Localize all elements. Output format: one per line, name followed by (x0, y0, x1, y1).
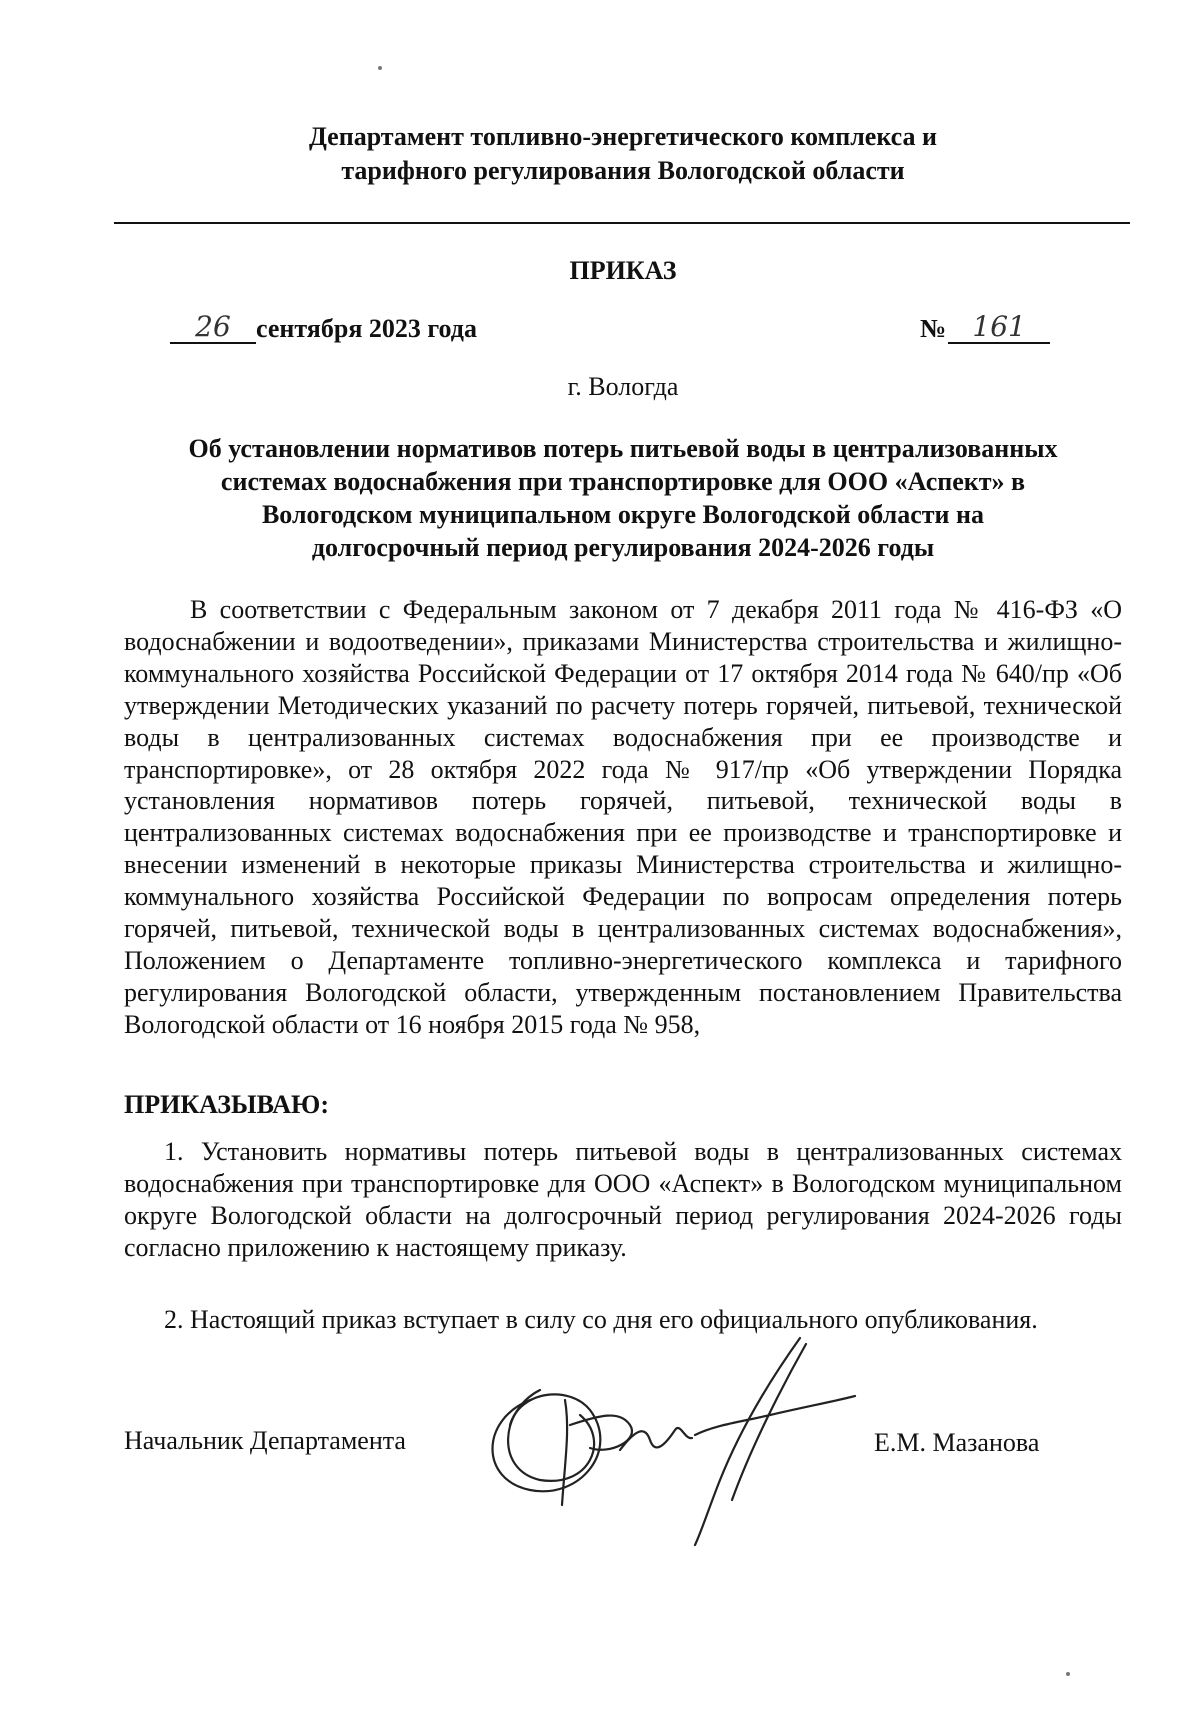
date-month-year: сентября 2023 года (256, 314, 477, 343)
subject-line-1: Об установлении нормативов потерь питьевой воды в централизованных (188, 434, 1058, 463)
document-subject (130, 432, 1116, 564)
document-date (170, 312, 477, 344)
document-number (920, 312, 1050, 344)
issuer-line-2: тарифного регулирования Вологодской области (341, 156, 905, 185)
document-type: ПРИКАЗ (569, 256, 677, 285)
scan-speck (378, 66, 382, 70)
directive-heading: ПРИКАЗЫВАЮ: (124, 1090, 329, 1119)
signer-name: Е.М. Мазанова (874, 1428, 1040, 1457)
subject-line-4: долгосрочный период регулирования 2024-2026 годы (311, 533, 935, 562)
signer-title: Начальник Департамента (124, 1426, 406, 1455)
number-prefix: № (920, 314, 947, 343)
subject-line-3: Вологодском муниципальном округе Вологодской области на (261, 500, 985, 529)
city: г. Вологда (567, 372, 679, 401)
issuer-header (114, 120, 1132, 188)
order-item-2: 2. Настоящий приказ вступает в силу со дня его официального опубликования. (164, 1305, 1038, 1334)
issuer-line-1: Департамент топливно-энергетического комплекса и (308, 122, 938, 151)
subject-line-2: системах водоснабжения при транспортировке для ООО «Аспект» в (220, 467, 1026, 496)
handwritten-day: 26 (170, 312, 256, 344)
handwritten-number: 161 (948, 312, 1050, 344)
handwritten-signature (470, 1330, 870, 1550)
header-divider (114, 222, 1130, 224)
order-item-1: 1. Установить нормативы потерь питьевой воды в централизованных системах водоснабжения при транспортировке для ООО «Аспект» в Вологодском муниципальном округе Вологодской области на долгосрочный период регулирования 2024-2026 годы согласно приложению к настоящему приказу. (124, 1137, 1122, 1262)
scan-speck (1066, 1672, 1070, 1676)
preamble-paragraph: В соответствии с Федеральным законом от 7 декабря 2011 года № 416-ФЗ «О водоснабжении и водоотведении», приказами Министерства строительства и жилищно-коммунального хозяйства Российской Федерации от 17 октября 2014 года № 640/пр «Об утверждении Методических указаний по расчету потерь горячей, питьевой, технической воды в централизованных системах водоснабжения при ее производстве и транспортировке», от 28 октября 2022 года № 917/пр «Об утверждении Порядка установления нормативов потерь горячей, питьевой, технической воды в централизованных системах водоснабжения при ее производстве и транспортировке и внесении изменений в некоторые приказы Министерства строительства и жилищно-коммунального хозяйства Российской Федерации по вопросам определения потерь горячей, питьевой, технической воды в централизованных системах водоснабжения», Положением о Департаменте топливно-энергетического комплекса и тарифного регулирования Вологодской области, утвержденным постановлением Правительства Вологодской области от 16 ноября 2015 года № 958, (124, 595, 1122, 1039)
